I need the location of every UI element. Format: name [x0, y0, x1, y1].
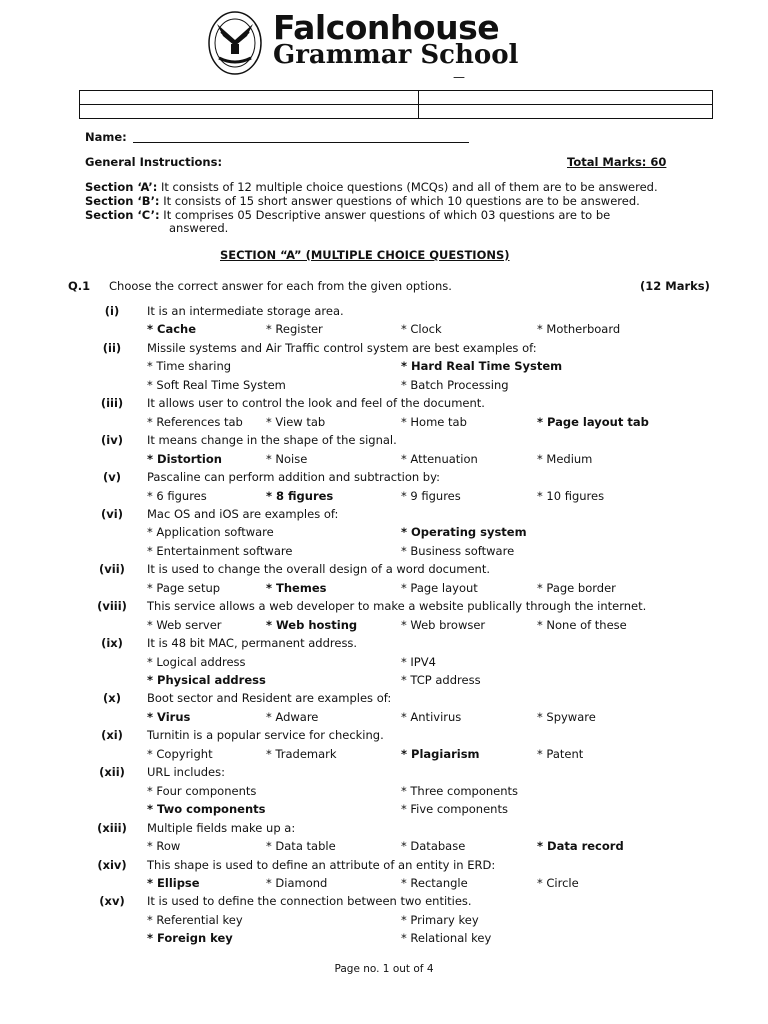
mcq-number: (xiii): [97, 820, 127, 835]
mcq-option[interactable]: * Logical address: [147, 654, 246, 669]
mcq-number: (xv): [99, 894, 125, 909]
mcq-option[interactable]: * Circle: [537, 875, 579, 890]
section-c-instruction: [85, 208, 610, 222]
mcq-option[interactable]: * Diamond: [266, 875, 328, 890]
mcq-question-text: It is 48 bit MAC, permanent address.: [147, 636, 358, 651]
section-label: Section ‘B’:: [85, 194, 160, 208]
mcq-option[interactable]: * Five components: [401, 802, 508, 817]
mcq-number: (viii): [97, 599, 127, 614]
mcq-option[interactable]: * Four components: [147, 783, 257, 798]
info-cell[interactable]: [419, 91, 713, 105]
mcq-number: (xii): [99, 765, 125, 780]
name-field-line[interactable]: [133, 142, 469, 143]
mcq-option[interactable]: * Medium: [537, 451, 593, 466]
mcq-option[interactable]: * Copyright: [147, 746, 213, 761]
info-cell[interactable]: [80, 105, 419, 119]
mcq-option-correct[interactable]: * Themes: [266, 580, 327, 595]
mcq-question-text: Pascaline can perform addition and subtraction by:: [147, 470, 440, 485]
mcq-number: (vii): [99, 562, 125, 577]
mcq-question-text: It is an intermediate storage area.: [147, 304, 344, 318]
mcq-number: (i): [104, 304, 120, 318]
mcq-option-correct[interactable]: * Foreign key: [147, 931, 233, 946]
mcq-question-text: URL includes:: [147, 765, 226, 780]
mcq-option[interactable]: * Web browser: [401, 617, 486, 632]
mcq-option[interactable]: * Relational key: [401, 931, 492, 946]
mcq-option[interactable]: * Adware: [266, 709, 319, 724]
mcq-option-correct[interactable]: * Physical address: [147, 673, 266, 687]
section-b-instruction: [85, 194, 640, 208]
mcq-question-text: Multiple fields make up a:: [147, 820, 296, 835]
mcq-option[interactable]: * TCP address: [401, 673, 481, 687]
mcq-option[interactable]: * Patent: [537, 746, 584, 761]
question-number: Q.1: [68, 279, 91, 293]
section-label: Section ‘C’:: [85, 208, 160, 222]
mcq-option[interactable]: * View tab: [266, 414, 326, 429]
mcq-option[interactable]: * Page setup: [147, 580, 221, 595]
mcq-number: (xiv): [97, 857, 127, 872]
section-label: Section ‘A’:: [85, 180, 158, 194]
section-text: It comprises 05 Descriptive answer questions of which 03 questions are to be: [163, 208, 611, 222]
section-heading: SECTION “A” (MULTIPLE CHOICE QUESTIONS): [220, 248, 510, 262]
mcq-question-text: It is used to define the connection between two entities.: [147, 894, 472, 909]
mcq-option[interactable]: * Referential key: [147, 912, 243, 927]
mcq-option-correct[interactable]: * Operating system: [401, 525, 527, 540]
mcq-option-correct[interactable]: * Cache: [147, 322, 197, 337]
mcq-option[interactable]: * Batch Processing: [401, 377, 509, 392]
section-c-continuation: answered.: [169, 221, 229, 235]
mcq-option[interactable]: * Primary key: [401, 912, 479, 927]
mcq-option[interactable]: * Register: [266, 322, 323, 337]
mcq-option[interactable]: * Page border: [537, 580, 616, 595]
mcq-option[interactable]: * Web server: [147, 617, 222, 632]
info-cell[interactable]: [419, 105, 713, 119]
mcq-option[interactable]: * Business software: [401, 543, 515, 558]
student-info-table: [79, 90, 713, 119]
mcq-question-text: Mac OS and iOS are examples of:: [147, 506, 339, 521]
question-instruction: Choose the correct answer for each from the given options.: [109, 279, 452, 293]
mcq-number: (x): [103, 691, 121, 706]
mcq-number: (iii): [100, 396, 124, 411]
mcq-option[interactable]: * References tab: [147, 414, 243, 429]
name-label: Name:: [85, 130, 127, 144]
mcq-option-correct[interactable]: * Web hosting: [266, 617, 358, 632]
mcq-option[interactable]: * Time sharing: [147, 359, 232, 374]
mcq-question-text: Missile systems and Air Traffic control system are best examples of:: [147, 340, 537, 355]
mcq-option[interactable]: * Spyware: [537, 709, 596, 724]
info-cell[interactable]: [80, 91, 419, 105]
mcq-option[interactable]: * Rectangle: [401, 875, 468, 890]
mcq-number: (iv): [101, 433, 123, 448]
school-crest-logo: [207, 10, 263, 76]
mcq-option[interactable]: * 9 figures: [401, 488, 461, 503]
mcq-option-correct[interactable]: * Ellipse: [147, 875, 200, 890]
mcq-option[interactable]: * Soft Real Time System: [147, 377, 286, 392]
mcq-option[interactable]: * Attenuation: [401, 451, 478, 466]
mcq-number: (ii): [102, 340, 122, 355]
page-footer: Page no. 1 out of 4: [334, 963, 434, 975]
mcq-option-correct[interactable]: * Hard Real Time System: [401, 359, 563, 374]
mcq-option[interactable]: * Motherboard: [537, 322, 621, 337]
mcq-option-correct[interactable]: * Page layout tab: [537, 414, 649, 429]
mcq-option-correct[interactable]: * Virus: [147, 709, 191, 724]
mcq-option[interactable]: * Database: [401, 839, 466, 854]
general-instructions-label: General Instructions:: [85, 155, 223, 169]
mcq-number: (v): [102, 470, 121, 485]
mcq-option[interactable]: * Noise: [266, 451, 308, 466]
mcq-option[interactable]: * 10 figures: [537, 488, 605, 503]
mcq-question-text: It allows user to control the look and feel of the document.: [147, 396, 485, 411]
school-name-line1: Falconhouse: [273, 8, 500, 47]
mcq-question-text: This service allows a web developer to make a website publically through the internet.: [147, 599, 647, 614]
total-marks: Total Marks: 60: [567, 155, 667, 169]
section-text: It consists of 15 short answer questions of which 10 questions are to be answered.: [163, 194, 640, 208]
mcq-option[interactable]: * 6 figures: [147, 488, 207, 503]
section-a-instruction: [85, 180, 658, 194]
mcq-option[interactable]: * Page layout: [401, 580, 478, 595]
question-marks: (12 Marks): [640, 279, 710, 293]
mcq-option-correct[interactable]: * Distortion: [147, 451, 222, 466]
mcq-question-text: Boot sector and Resident are examples of:: [147, 691, 392, 706]
mcq-option[interactable]: * Trademark: [266, 746, 337, 761]
mcq-number: (vi): [101, 506, 123, 521]
mcq-option[interactable]: * Data table: [266, 839, 336, 854]
mcq-option[interactable]: * Home tab: [401, 414, 467, 429]
mcq-question-text: It is used to change the overall design of a word document.: [147, 562, 491, 577]
mcq-number: (ix): [101, 636, 123, 651]
mcq-question-text: Turnitin is a popular service for checking.: [147, 728, 384, 743]
mcq-question-text: This shape is used to define an attribute of an entity in ERD:: [147, 857, 496, 872]
mcq-option[interactable]: * Entertainment software: [147, 543, 293, 558]
mcq-option-correct[interactable]: * Plagiarism: [401, 746, 480, 761]
mcq-option-correct[interactable]: * 8 figures: [266, 488, 334, 503]
section-text: It consists of 12 multiple choice questions (MCQs) and all of them are to be answered.: [160, 180, 658, 194]
header-dash: —: [453, 70, 465, 84]
mcq-option[interactable]: * Row: [147, 839, 181, 854]
mcq-option-correct[interactable]: * Data record: [537, 839, 624, 854]
school-name-line2: Grammar School: [273, 40, 519, 70]
mcq-question-text: It means change in the shape of the signal.: [147, 433, 397, 448]
mcq-number: (xi): [101, 728, 123, 743]
mcq-option[interactable]: * None of these: [537, 617, 627, 632]
mcq-option[interactable]: * Three components: [401, 783, 519, 798]
mcq-option[interactable]: * Antivirus: [401, 709, 462, 724]
mcq-option[interactable]: * Application software: [147, 525, 274, 540]
mcq-option[interactable]: * IPV4: [401, 654, 436, 669]
mcq-option[interactable]: * Clock: [401, 322, 442, 337]
mcq-option-correct[interactable]: * Two components: [147, 802, 266, 817]
